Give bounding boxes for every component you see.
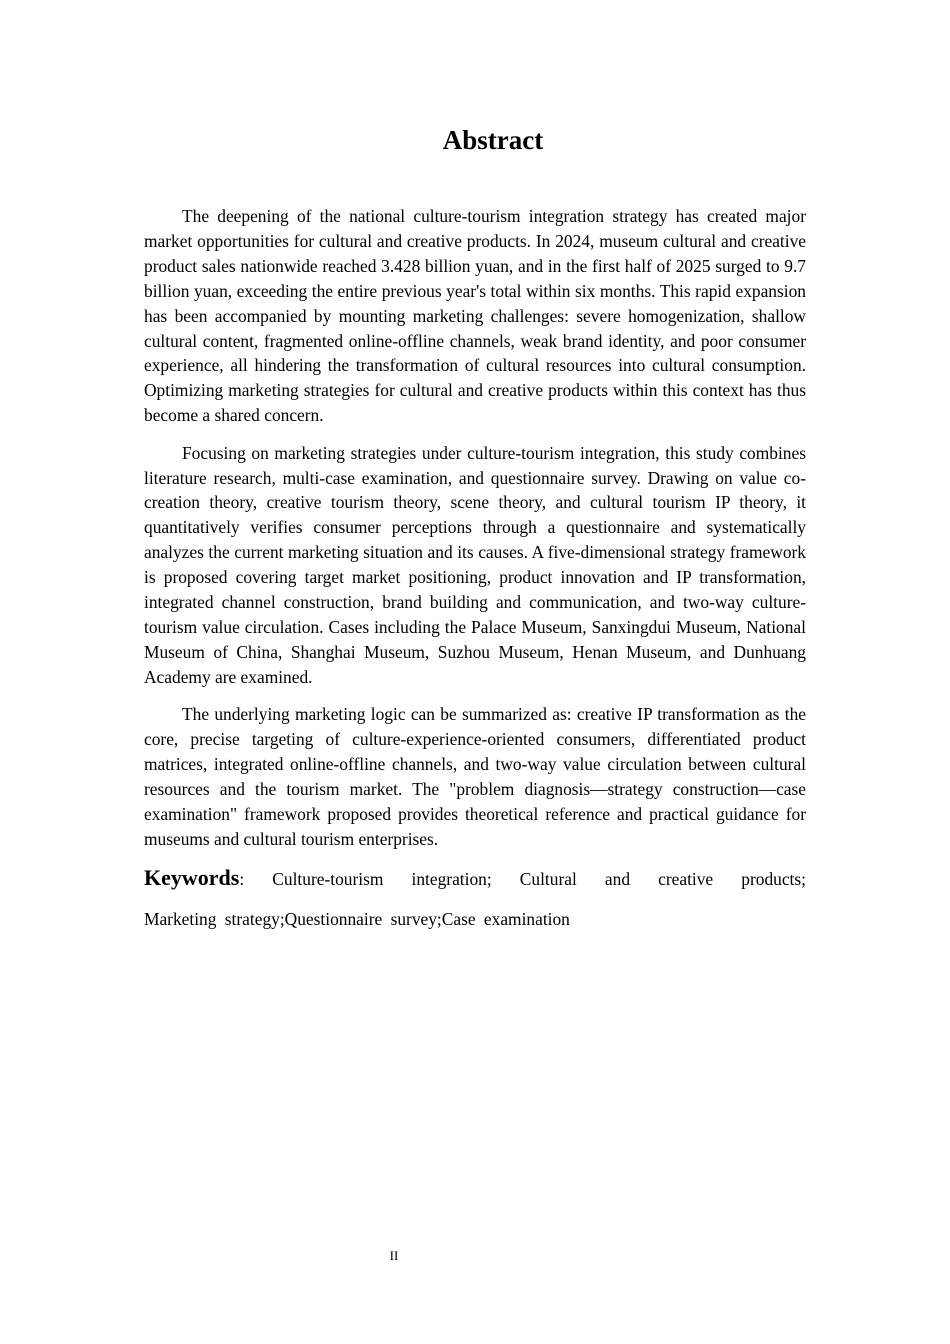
- abstract-body: [144, 204, 806, 932]
- abstract-paragraph-2: Focusing on marketing strategies under culture-tourism integration, this study combines literature research, multi-case examination, and questionnaire survey. Drawing on value co-creation theory, creative tourism theory, scene theory, and cultural tourism IP theory, it quantitatively verifies consumer perceptions through a questionnaire and systematically analyzes the current marketing situation and its causes. A five-dimensional strategy framework is proposed covering target market positioning, product innovation and IP transformation, integrated channel construction, brand building and communication, and two-way culture-tourism value circulation. Cases including the Palace Museum, Sanxingdui Museum, National Museum of China, Shanghai Museum, Suzhou Museum, Henan Museum, and Dunhuang Academy are examined.: [144, 442, 806, 687]
- keywords-block: [144, 864, 806, 932]
- abstract-paragraph-3: The underlying marketing logic can be summarized as: creative IP transformation as the core, precise targeting of culture-experience-oriented consumers, differentiated product matrices, integrated online-offline channels, and two-way value circulation between cultural resources and the tourism market. The "problem diagnosis—strategy construction—case examination" framework proposed provides theoretical reference and practical guidance for museums and cultural tourism enterprises.: [144, 704, 806, 849]
- abstract-heading: Abstract: [442, 125, 544, 155]
- keywords-label: Keywords: [144, 865, 240, 891]
- keywords-list-line-2: Marketing strategy;Questionnaire survey;Case examination: [144, 909, 570, 930]
- keywords-list-line-1: Culture-tourism integration; Cultural and creative products;: [272, 869, 806, 890]
- abstract-paragraph-1: The deepening of the national culture-tourism integration strategy has created major market opportunities for cultural and creative products. In 2024, museum cultural and creative product sales nationwide reached 3.428 billion yuan, and in the first half of 2025 surged to 9.7 billion yuan, exceeding the entire previous year's total within six months. This rapid expansion has been accompanied by mounting marketing challenges: severe homogenization, shallow cultural content, fragmented online-offline channels, weak brand identity, and poor consumer experience, all hindering the transformation of cultural resources into cultural consumption. Optimizing marketing strategies for cultural and creative products within this context has thus become a shared concern.: [144, 206, 806, 426]
- keywords-line-1: [144, 864, 806, 893]
- keywords-separator: :: [239, 869, 245, 890]
- page-number: II: [389, 1248, 399, 1263]
